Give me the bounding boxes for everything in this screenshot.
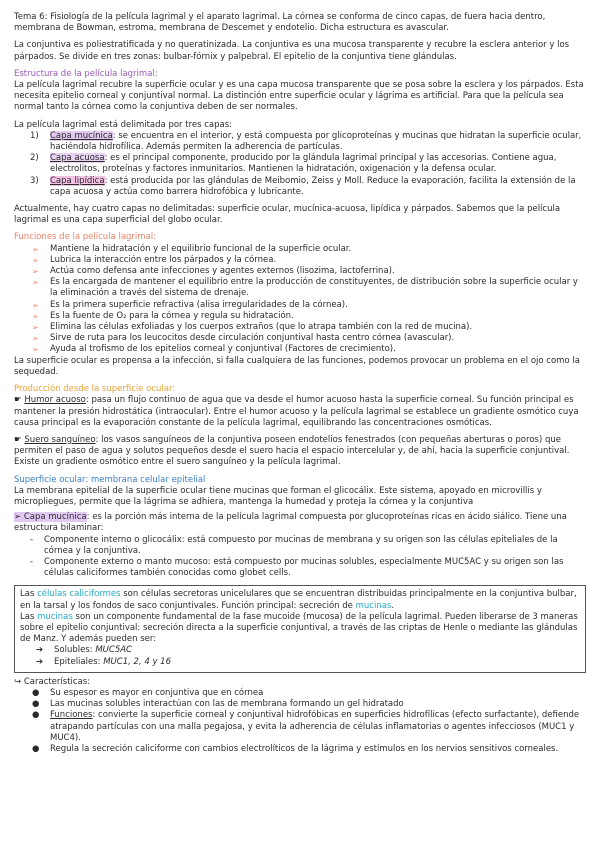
heading-estructura: Estructura de la película lagrimal: <box>14 68 158 79</box>
list-item: - Componente externo o manto mucoso: está compuesto por mucinas solubles, especialmente MUC5AC y su origen son las células caliciformes también conocidas como globet cells. <box>30 556 564 579</box>
layers-lead: La película lagrimal está delimitada por tres capas: <box>14 119 233 130</box>
list-item: ● Su espesor es mayor en conjuntiva que en córnea <box>32 687 264 698</box>
arrowhead-icon: ➢ <box>14 512 22 523</box>
list-item: ➔ Solubles: MUC5AC <box>36 645 132 656</box>
layer-name: Capa acuosa <box>50 153 105 164</box>
funciones-after: La superficie ocular es propensa a la infección, si falla cualquiera de las funciones, podemos provocar un problema en el ojo como la sequedad. <box>14 355 580 377</box>
arrowhead-icon: ➢ <box>32 255 39 265</box>
layer-item-acuosa: 2) Capa acuosa: es el principal componente, producido por la glándula lagrimal principal y las accesorias. Contiene agua, electrolitos, proteínas y factores inmunitarios. Mantienen la hidratación, oxigenación y la defensa ocular. <box>30 153 557 175</box>
list-item: ➢ Lubrica la interacción entre los párpados y la córnea. <box>32 254 277 265</box>
layer-item-lipidica: 3) Capa lipídica: está producida por las glándulas de Meibomio, Zeiss y Moll. Reduce la evaporación, facilita la extensión de la capa acuosa y actúa como barrera hidrofóbica y lubricante. <box>30 175 576 197</box>
list-item: ● Las mucinas solubles interactúan con las de membrana formando un gel hidratado <box>32 699 404 710</box>
list-item: ➢ Mantiene la hidratación y el equilibrio funcional de la superficie ocular. <box>32 243 352 254</box>
box-mucinas: Las mucinas son un componente fundamental de la fase mucoide (mucosa) de la película lagrimal. Pueden liberarse de 3 maneras sobre el epitelio conjuntival: secreción directa a la superficie conjuntival, a través de las criptas de Henle o mediante las glándulas de Manz. Y además pueden ser: <box>20 611 578 645</box>
membrana-paragraph: La membrana epitelial de la superficie ocular tiene mucinas que forman el glicocálix. Este sistema, apoyado en microvillis y micropliegues, permite que la lágrima se adhiera, mantenga la humedad y proteja la córnea y la conjuntiva <box>14 485 542 507</box>
heading-produccion: Producción desde la superficie ocular: <box>14 384 176 395</box>
heading-membrana: Superficie ocular: membrana celular epitelial <box>14 474 206 485</box>
actual-paragraph: Actualmente, hay cuatro capas no delimitadas: superficie ocular, mucínica-acuosa, lipídica y párpados. Sabemos que la película lagrimal es una capa superficial del globo ocular. <box>14 204 561 226</box>
suero-paragraph: ☛ Suero sanguíneo: los vasos sanguíneos de la conjuntiva poseen endotelios fenestrados (con pequeñas aberturas o poros) que permiten el paso de agua y solutos pequeños desde el suero hacia el espacio intercelular y, de ahí, hacia la superficie conjuntival. Existe un gradiente osmótico entre el suero sanguíneo y la película lagrimal. <box>14 434 570 468</box>
return-arrow-icon: ↪ <box>14 676 22 687</box>
list-item: ➢ Elimina las células exfoliadas y los cuerpos extraños (que lo atrapa también con la red de mucina). <box>32 322 473 333</box>
heading-caracteristicas: ↪ Características: <box>14 676 91 687</box>
document-page <box>14 12 586 755</box>
mucinas-types <box>20 645 580 667</box>
heading-funciones: Funciones de la película lagrimal: <box>14 232 156 243</box>
funciones-list <box>14 244 586 356</box>
arrowhead-icon: ➢ <box>32 334 39 344</box>
arrowhead-icon: ➢ <box>32 345 39 355</box>
list-item: ● Regula la secreción caliciforme con cambios electrolíticos de la lágrima y estímulos en los nervios sensitivos corneales. <box>32 743 559 754</box>
componentes-list <box>14 535 586 580</box>
list-item: ➢ Actúa como defensa ante infecciones y agentes externos (lisozima, lactoferrina). <box>32 266 395 277</box>
layer-name: Capa lipídica <box>50 175 105 186</box>
info-box <box>14 585 586 672</box>
layer-name: Capa mucínica <box>50 130 113 141</box>
arrow-icon: ➔ <box>36 656 44 667</box>
layers-list <box>14 131 586 198</box>
pointing-hand-icon: ☛ <box>14 395 22 406</box>
caracteristicas-list <box>14 688 586 755</box>
arrowhead-icon: ➢ <box>32 278 39 288</box>
list-item: ● Funciones: convierte la superficie corneal y conjuntival hidrofóbicas en superficies hidrofílicas (efecto surfactante), defiende atrapando partículas con una malla pegajosa, y evita la adherencia de células inflamatorias o agentes infecciosos (MUC1 y MUC4). <box>32 710 580 743</box>
capa-mucinica-paragraph: ➢ Capa mucínica: es la porción más interna de la película lagrimal compuesta por glucoproteínas ricas en ácido siálico. Tiene una estructura bilaminar: <box>14 512 567 534</box>
arrowhead-icon: ➢ <box>32 311 39 321</box>
list-item: ➢ Ayuda al trofismo de los epitelios corneal y conjuntival (Factores de crecimiento). <box>32 344 396 355</box>
list-item: ➢ Es la encargada de mantener el equilibrio entre la producción de constituyentes, de distribución sobre la superficie ocular y la eliminación a través del sistema de drenaje. <box>32 277 578 299</box>
arrowhead-icon: ➢ <box>32 244 39 254</box>
arrowhead-icon: ➢ <box>32 267 39 277</box>
box-caliciformes: Las células caliciformes son células secretoras unicelulares que se encuentran distribuidas principalmente en la conjuntiva bulbar, en la tarsal y los fondos de saco conjuntivales. Función principal: secreción de mucinas. <box>20 589 577 611</box>
list-item: ➢ Es la fuente de O₂ para la córnea y regula su hidratación. <box>32 310 294 321</box>
arrowhead-icon: ➢ <box>32 300 39 310</box>
layer-item-mucinica: 1) Capa mucínica: se encuentra en el interior, y está compuesta por glicoproteínas y mucinas que hidratan la superficie ocular, haciéndola hidrofílica. Además permiten la adherencia de partículas. <box>30 130 582 153</box>
estructura-paragraph: La película lagrimal recubre la superficie ocular y es una capa mucosa transparente que se posa sobre la esclera y los párpados. Esta necesita epitelio corneal y conjuntival normal. La distinción entre superficie ocular y lágrima es artificial. Para que la película sea normal tanto la córnea como la conjuntiva deben de ser normales. <box>14 80 584 113</box>
intro-paragraph-2: La conjuntiva es poliestratificada y no queratinizada. La conjuntiva es una mucosa transparente y recubre la esclera anterior y los párpados. Se divide en tres zonas: bulbar-fórnix y palpebral. El epitelio de la conjuntiva tiene glándulas. <box>14 40 570 62</box>
list-item: ➢ Sirve de ruta para los leucocitos desde circulación conjuntival hasta centro córnea (avascular). <box>32 333 455 344</box>
arrow-icon: ➔ <box>36 645 44 656</box>
humor-paragraph: ☛ Humor acuoso: pasa un flujo continuo de agua que va desde el humor acuoso hasta la superficie corneal. Su función principal es mantener la presión hidrostática (intraocular). Entre el humor acuoso y la película lagrimal se establece un gradiente osmótico cuya causa principal es la evaporación constante de la película lagrimal, equilibrando las concentraciones osmóticas. <box>14 395 579 428</box>
intro-paragraph-1: Tema 6: Fisiología de la película lagrimal y el aparato lagrimal. La córnea se conforma de cinco capas, de fuera hacia dentro, membrana de Bowman, estroma, membrana de Descemet y endotelio. Dicha estructura es avascular. <box>14 12 546 34</box>
list-item: - Componente interno o glicocálix: está compuesto por mucinas de membrana y su origen son las células epiteliales de la córnea y la conjuntiva. <box>30 534 558 556</box>
list-item: ➢ Es la primera superficie refractiva (alisa irregularidades de la córnea). <box>32 299 348 310</box>
list-item: ➔ Epiteliales: MUC1, 2, 4 y 16 <box>36 656 171 667</box>
pointing-hand-icon: ☛ <box>14 434 22 445</box>
arrowhead-icon: ➢ <box>32 323 39 333</box>
